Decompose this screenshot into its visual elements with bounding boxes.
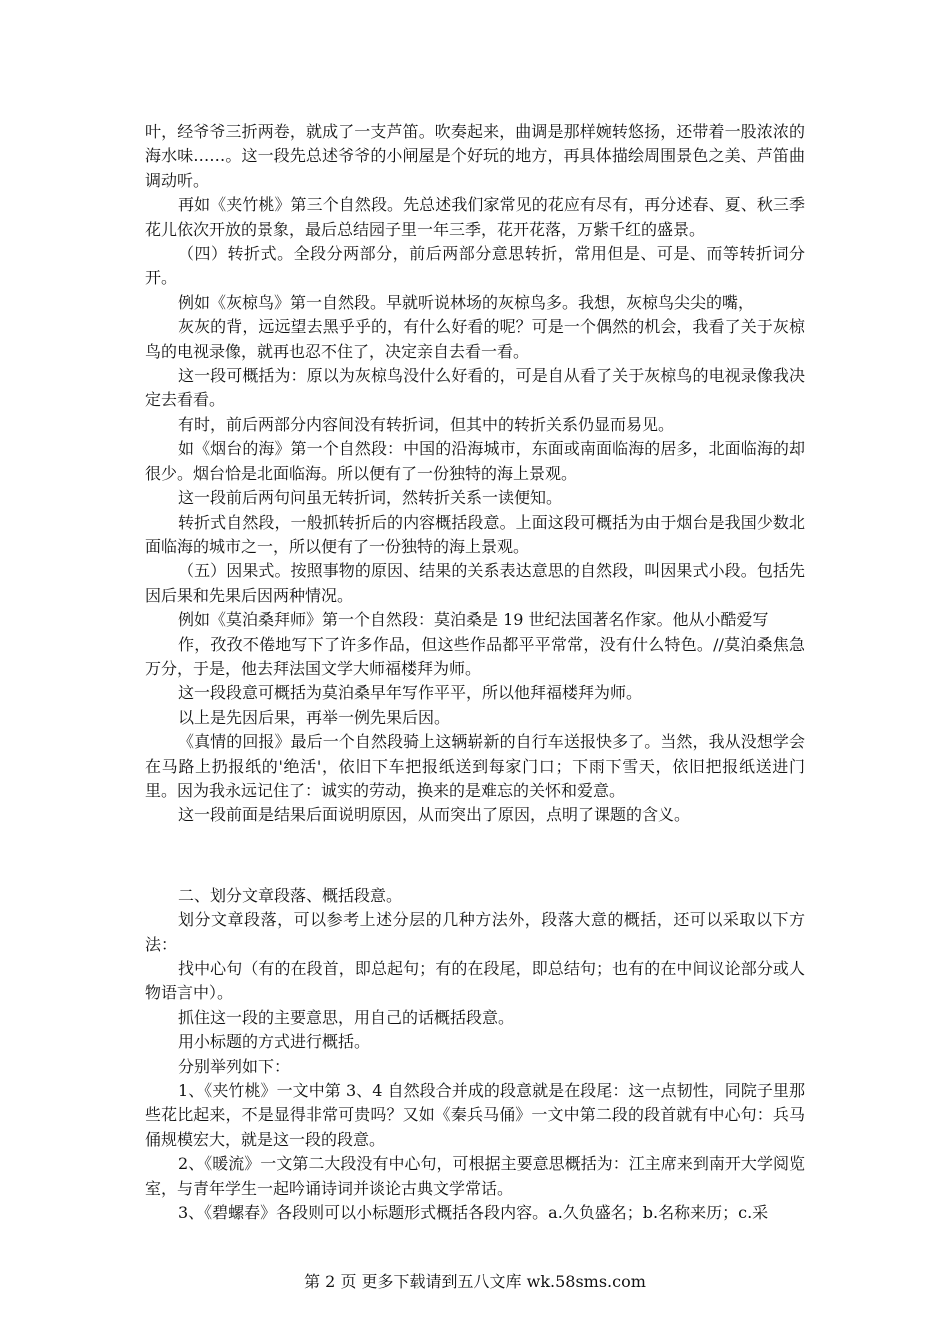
paragraph: 分别举列如下： xyxy=(178,1056,291,1076)
paragraph: 《真情的回报》最后一个自然段骑上这辆崭新的自行车送报快多了。当然，我从没想学会在马路上扔报纸的'绝活'，依旧下车把报纸送到每家门口；下雨下雪天，依旧把报纸送进门里。因为我永远记住了：诚实的劳动，换来的是难忘的关怀和爱意。 xyxy=(145,732,805,800)
paragraph: （四）转折式。全段分两部分，前后两部分意思转折，常用但是、可是、而等转折词分开。 xyxy=(145,244,805,288)
paragraph: 例如《灰椋鸟》第一自然段。早就听说林场的灰椋鸟多。我想，灰椋鸟尖尖的嘴， xyxy=(178,292,755,312)
paragraph: 叶，经爷爷三折两卷，就成了一支芦笛。吹奏起来，曲调是那样婉转悠扬，还带着一股浓浓的海水味……。这一段先总述爷爷的小闸屋是个好玩的地方，再具体描绘周围景色之美、芦笛曲调动听。 xyxy=(145,122,805,190)
paragraph: 划分文章段落，可以参考上述分层的几种方法外，段落大意的概括，还可以采取以下方法： xyxy=(145,910,805,954)
page-footer: 第 2 页 更多下载请到五八文库 wk.58sms.com xyxy=(304,1272,646,1291)
paragraph: 例如《莫泊桑拜师》第一个自然段：莫泊桑是 19 世纪法国著名作家。他从小酷爱写 xyxy=(178,610,769,630)
paragraph: 作，孜孜不倦地写下了许多作品，但这些作品都平平常常，没有什么特色。//莫泊桑焦急万分，于是，他去拜法国文学大师福楼拜为师。 xyxy=(145,634,805,678)
paragraph: 灰灰的背，远远望去黑乎乎的，有什么好看的呢？可是一个偶然的机会，我看了关于灰椋鸟的电视录像，就再也忍不住了，决定亲自去看一看。 xyxy=(145,317,805,361)
paragraph: 有时，前后两部分内容间没有转折词，但其中的转折关系仍显而易见。 xyxy=(178,414,675,434)
paragraph: 以上是先因后果，再举一例先果后因。 xyxy=(178,707,451,727)
paragraph: 这一段可概括为：原以为灰椋鸟没什么好看的，可是自从看了关于灰椋鸟的电视录像我决定去看看。 xyxy=(145,366,805,410)
paragraph: 这一段段意可概括为莫泊桑早年写作平平，所以他拜福楼拜为师。 xyxy=(178,683,643,703)
paragraph: 用小标题的方式进行概括。 xyxy=(178,1032,371,1052)
paragraph: 2、《暖流》一文第二大段没有中心句，可根据主要意思概括为：江主席来到南开大学阅览室，与青年学生一起吟诵诗词并谈论古典文学常话。 xyxy=(145,1154,805,1198)
paragraph: 3、《碧螺春》各段则可以小标题形式概括各段内容。a.久负盛名；b.名称来历；c.采 xyxy=(178,1203,769,1223)
paragraph: 找中心句（有的在段首，即总起句；有的在段尾，即总结句；也有的在中间议论部分或人物语言中）。 xyxy=(145,959,805,1003)
paragraph: 转折式自然段，一般抓转折后的内容概括段意。上面这段可概括为由于烟台是我国少数北面临海的城市之一，所以便有了一份独特的海上景观。 xyxy=(145,512,805,556)
paragraph: 1、《夹竹桃》一文中第 3、4 自然段合并成的段意就是在段尾：这一点韧性，同院子里那些花比起来，不是显得非常可贵吗？又如《秦兵马俑》一文中第二段的段首就有中心句：兵马俑规模宏大，就是这一段的段意。 xyxy=(145,1081,805,1149)
paragraph: 这一段前后两句问虽无转折词，然转折关系一读便知。 xyxy=(178,488,563,508)
document-body xyxy=(145,120,805,1225)
blank-line xyxy=(145,844,805,868)
paragraph: 二、划分文章段落、概括段意。 xyxy=(178,885,403,905)
paragraph: 如《烟台的海》第一个自然段：中国的沿海城市，东面或南面临海的居多，北面临海的却很少。烟台恰是北面临海。所以便有了一份独特的海上景观。 xyxy=(145,439,805,483)
paragraph: 抓住这一段的主要意思，用自己的话概括段意。 xyxy=(178,1007,515,1027)
paragraph: 这一段前面是结果后面说明原因，从而突出了原因，点明了课题的含义。 xyxy=(178,805,691,825)
paragraph: 再如《夹竹桃》第三个自然段。先总述我们家常见的花应有尽有，再分述春、夏、秋三季花儿依次开放的景象，最后总结园子里一年三季，花开花落，万紫千红的盛景。 xyxy=(145,195,805,239)
paragraph: （五）因果式。按照事物的原因、结果的关系表达意思的自然段，叫因果式小段。包括先因后果和先果后因两种情况。 xyxy=(145,561,805,605)
